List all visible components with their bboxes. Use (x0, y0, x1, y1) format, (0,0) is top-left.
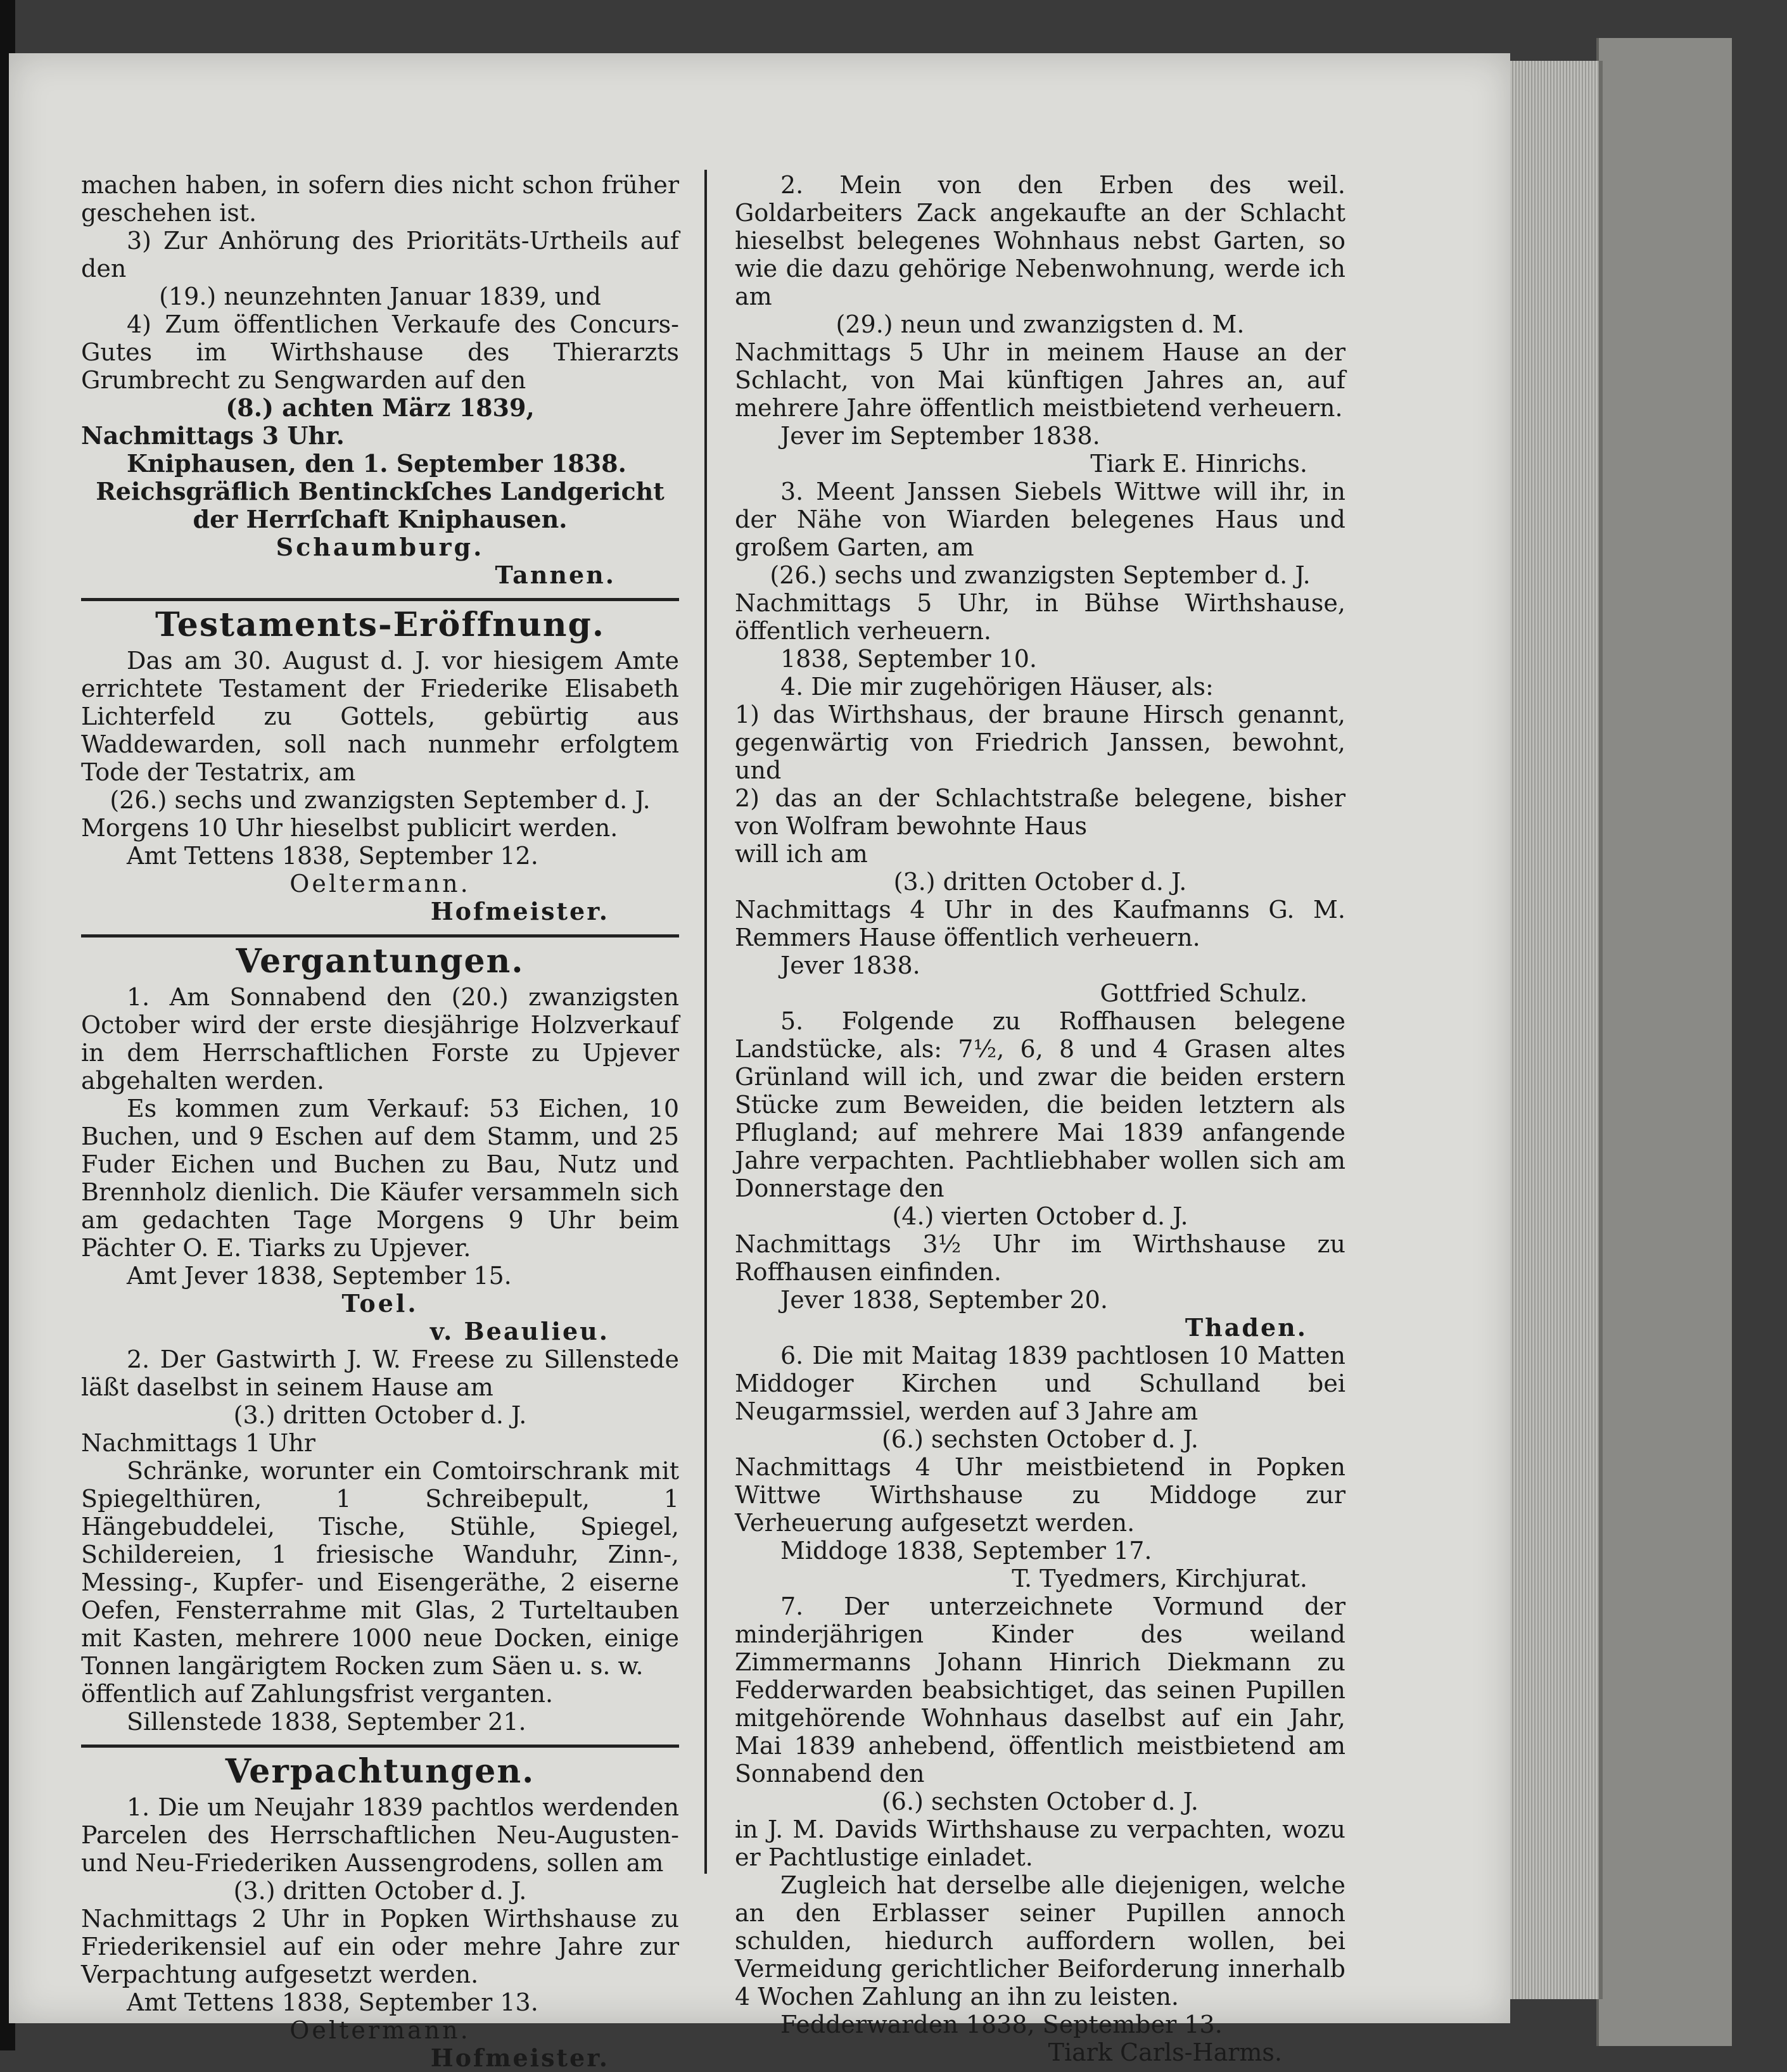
place-date: Jever 1838, September 20. (780, 1286, 1108, 1314)
signature: Hofmeister. (430, 897, 609, 925)
section-rule (81, 598, 679, 601)
place-date: Middoge 1838, September 17. (780, 1537, 1152, 1565)
signature: Gottfried Schulz. (1100, 979, 1307, 1007)
date-line: (29.) neun und zwanzigsten d. M. (836, 310, 1245, 338)
section-heading: Testaments-Eröffnung. (155, 606, 605, 644)
paragraph: Nachmittags 4 Uhr in des Kaufmanns G. M. Remmers Hause öffentlich verheuern. (735, 896, 1345, 951)
paragraph: 3) Zur Anhörung des Prioritäts-Urtheils auf den (81, 227, 679, 283)
date-line: (3.) dritten October d. J. (893, 868, 1187, 896)
signature: T. Tyedmers, Kirchjurat. (1012, 1565, 1307, 1592)
place-date: Jever 1838. (780, 951, 920, 979)
paragraph: will ich am (735, 840, 868, 868)
paragraph: Nachmittags 3½ Uhr im Wirthshause zu Roffhausen einfinden. (735, 1230, 1345, 1286)
paragraph: 6. Die mit Maitag 1839 pachtlosen 10 Matten Middoger Kirchen und Schulland bei Neugarmssiel, werden auf 3 Jahre am (735, 1342, 1345, 1425)
signature: Hofmeister. (430, 2043, 609, 2072)
paragraph: 1. Die um Neujahr 1839 pachtlos werdenden Parcelen des Herrschaftlichen Neu-Augusten- und Neu-Friederiken Aussengrodens, sollen am (81, 1793, 679, 1877)
paragraph: Nachmittags 5 Uhr, in Bühse Wirthshause, öffentlich verheuern. (735, 589, 1345, 645)
place-date: Kniphausen, den 1. September 1838. (127, 449, 626, 478)
paragraph: Nachmittags 2 Uhr in Popken Wirthshause zu Friederikensiel auf ein oder mehre Jahre zur Verpachtung aufgesetzt werden. (81, 1905, 679, 1988)
signature: Oeltermann. (289, 2016, 471, 2044)
paragraph: machen haben, in sofern dies nicht schon früher geschehen ist. (81, 171, 679, 227)
date-line: (8.) achten März 1839, (226, 393, 535, 422)
date-line: (4.) vierten October d. J. (892, 1202, 1188, 1230)
signature: Thaden. (1185, 1313, 1307, 1342)
paragraph: 4. Die mir zugehörigen Häuser, als: (780, 673, 1214, 701)
section-rule (81, 1745, 679, 1748)
book-cover-edge (1596, 38, 1732, 2046)
date-line: (26.) sechs und zwanzigsten September d. J. (770, 561, 1311, 589)
list-item: 1) das Wirthshaus, der braune Hirsch genannt, gegenwärtig von Friedrich Janssen, bewohnt, und (735, 701, 1345, 784)
page-edges (1510, 61, 1603, 1999)
date-line: (26.) sechs und zwanzigsten September d. J. (110, 786, 651, 814)
date-line: (6.) sechsten October d. J. (881, 1425, 1199, 1453)
date-line: (19.) neunzehnten Januar 1839, und (159, 283, 601, 310)
paragraph: Es kommen zum Verkauf: 53 Eichen, 10 Buchen, und 9 Eschen auf dem Stamm, und 25 Fuder Eichen und Buchen zu Bau, Nutz und Brennholz dienlich. Die Käufer versammeln sich am gedachten Tage Morgens 9 Uhr beim Pächter O. E. Tiarks zu Upjever. (81, 1095, 679, 1262)
paragraph: Schränke, worunter ein Comtoirschrank mit Spiegelthüren, 1 Schreibepult, 1 Hängebuddelei, Tische, Stühle, Spiegel, Schildereien, 1 friesische Wanduhr, Zinn-, Messing-, Kupfer- und Eisengeräthe, 2 eiserne Oefen, Fensterrahme mit Glas, 2 Turteltauben mit Kasten, mehrere 1000 neue Docken, einige Tonnen langärigtem Rocken zum Säen u. s. w. (81, 1457, 679, 1680)
paragraph: 5. Folgende zu Roffhausen belegene Landstücke, als: 7½, 6, 8 und 4 Grasen altes Grünland will ich, und zwar die beiden erstern Stücke zum Beweiden, die beiden letztern als Pflugland; auf mehrere Mai 1839 anfangende Jahre verpachten. Pachtliebhaber wollen sich am Donnerstage den (735, 1007, 1345, 1202)
paragraph: 4) Zum öffentlichen Verkaufe des Concurs-Gutes im Wirthshause des Thierarzts Grumbrecht zu Sengwarden auf den (81, 310, 679, 394)
signature: v. Beaulieu. (429, 1317, 609, 1345)
place-date: Jever im September 1838. (780, 422, 1100, 450)
paragraph: Morgens 10 Uhr hieselbst publicirt werden. (81, 814, 618, 842)
signature: Tiark E. Hinrichs. (1090, 450, 1307, 478)
place-date: Amt Jever 1838, September 15. (127, 1262, 512, 1290)
column-divider (704, 170, 707, 1874)
paragraph: 1. Am Sonnabend den (20.) zwanzigsten October wird der erste diesjährige Holzverkauf in dem Herrschaftlichen Forste zu Upjever abgehalten werden. (81, 983, 679, 1095)
place-date: 1838, September 10. (780, 645, 1037, 673)
paragraph: öffentlich auf Zahlungsfrist verganten. (81, 1680, 554, 1708)
signature: Toel. (341, 1289, 419, 1318)
section-heading: Verpachtungen. (225, 1752, 535, 1791)
place-date: Sillenstede 1838, September 21. (127, 1708, 526, 1736)
paragraph: 3. Meent Janssen Siebels Wittwe will ihr, in der Nähe von Wiarden belegenes Haus und großem Garten, am (735, 478, 1345, 561)
signature: Tannen. (495, 561, 616, 589)
court-name: Reichsgräflich Bentinckſches Landgericht der Herrſchaft Kniphausen. (96, 477, 665, 533)
section-rule (81, 934, 679, 937)
section-heading: Vergantungen. (236, 942, 525, 981)
paragraph: 2. Der Gastwirth J. W. Freese zu Sillenstede läßt daselbst in seinem Hause am (81, 1345, 679, 1401)
paragraph: in J. M. Davids Wirthshause zu verpachten, wozu er Pachtlustige einladet. (735, 1815, 1345, 1871)
signature: Tiark Carls-Harms. (1048, 2038, 1282, 2066)
right-column (735, 171, 1345, 2066)
paragraph: 7. Der unterzeichnete Vormund der minderjährigen Kinder des weiland Zimmermanns Johann Hinrich Diekmann zu Fedderwarden beabsichtiget, das seinen Pupillen mitgehörende Wohnhaus daselbst auf ein Jahr, Mai 1839 anhebend, öffentlich meistbietend am Sonnabend den (735, 1592, 1345, 1788)
paragraph: Nachmittags 4 Uhr meistbietend in Popken Wittwe Wirthshause zu Middoge zur Verheuerung aufgesetzt werden. (735, 1453, 1345, 1537)
left-column (81, 171, 679, 2072)
paragraph: 2. Mein von den Erben des weil. Goldarbeiters Zack angekaufte an der Schlacht hieselbst belegenes Wohnhaus nebst Garten, so wie die dazu gehörige Nebenwohnung, werde ich am (735, 171, 1345, 310)
signature: Schaumburg. (276, 533, 485, 561)
paragraph: Zugleich hat derselbe alle diejenigen, welche an den Erblasser seiner Pupillen annoch schulden, hiedurch auffordern wollen, bei Vermeidung gerichtlicher Beiforderung innerhalb 4 Wochen Zahlung an ihn zu leisten. (735, 1871, 1345, 2011)
paragraph: Das am 30. August d. J. vor hiesigem Amte errichtete Testament der Friederike Elisabeth Lichterfeld zu Gottels, gebürtig aus Waddewarden, soll nach nunmehr erfolgtem Tode der Testatrix, am (81, 647, 679, 786)
time-line: Nachmittags 3 Uhr. (81, 421, 345, 450)
place-date: Amt Tettens 1838, September 13. (127, 1988, 538, 2016)
date-line: (3.) dritten October d. J. (233, 1877, 527, 1905)
date-line: (3.) dritten October d. J. (233, 1401, 527, 1429)
time-line: Nachmittags 1 Uhr (81, 1429, 315, 1457)
date-line: (6.) sechsten October d. J. (881, 1788, 1199, 1815)
place-date: Fedderwarden 1838, September 13. (780, 2011, 1223, 2038)
paragraph: Nachmittags 5 Uhr in meinem Hause an der Schlacht, von Mai künftigen Jahres an, auf mehrere Jahre öffentlich meistbietend verheuern. (735, 338, 1345, 422)
list-item: 2) das an der Schlachtstraße belegene, bisher von Wolfram bewohnte Haus (735, 784, 1345, 840)
place-date: Amt Tettens 1838, September 12. (127, 842, 538, 870)
signature: Oeltermann. (289, 870, 471, 898)
